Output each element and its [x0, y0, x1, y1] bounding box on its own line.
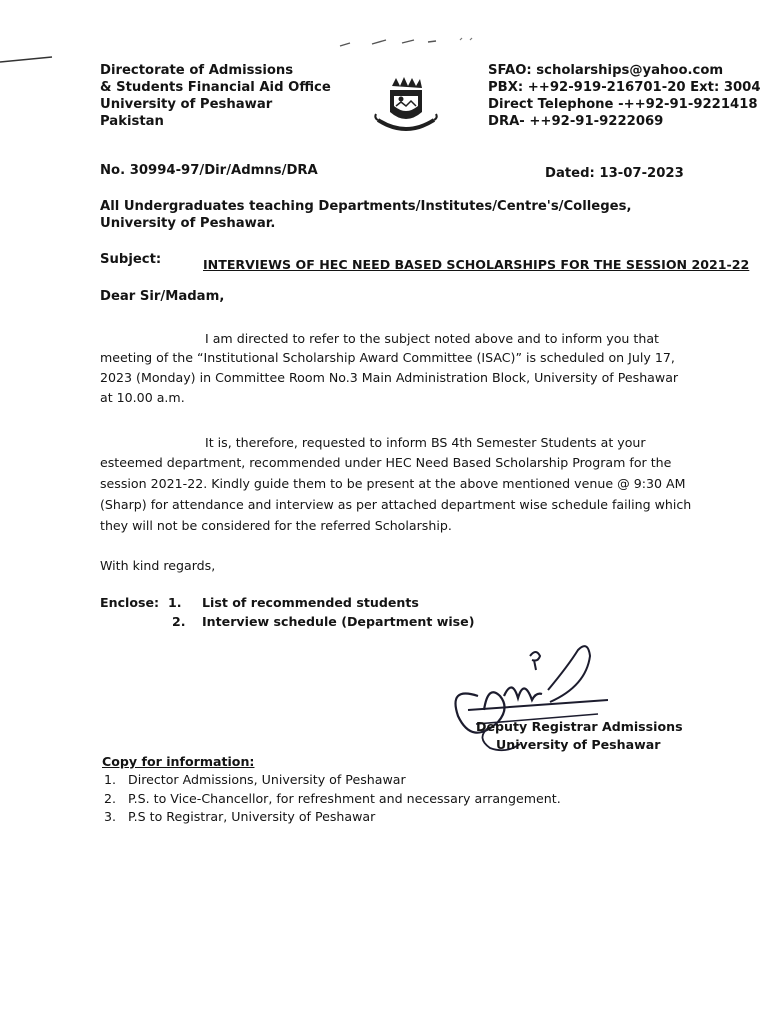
copy-item-1-text: Director Admissions, University of Peshawar — [128, 772, 406, 787]
reference-number: No. 30994-97/Dir/Admns/DRA — [100, 163, 318, 178]
office-line-3: University of Peshawar — [100, 97, 273, 112]
para1-line-4: at 10.00 a.m. — [100, 390, 185, 405]
contact-direct-phone: Direct Telephone -++92-91-9221418 — [488, 97, 758, 112]
contact-email: SFAO: scholarships@yahoo.com — [488, 63, 724, 78]
copy-item-2-number: 2. — [104, 791, 117, 806]
letter-date: Dated: 13-07-2023 — [545, 166, 684, 181]
para1-line-2: meeting of the “Institutional Scholarship Award Committee (ISAC)” is scheduled on July 17, — [100, 350, 675, 365]
enclosure-2-number: 2. — [172, 614, 186, 629]
office-line-1: Directorate of Admissions — [100, 63, 294, 78]
para2-line-2: esteemed department, recommended under HEC Need Based Scholarship Program for the — [100, 455, 672, 470]
university-crest-logo — [370, 76, 442, 140]
salutation: Dear Sir/Madam, — [100, 289, 225, 304]
enclosure-1-number: 1. — [168, 595, 182, 610]
para2-line-4: (Sharp) for attendance and interview as per attached department wise schedule failing which — [100, 497, 692, 512]
contact-dra: DRA- ++92-91-9222069 — [488, 114, 664, 129]
enclosure-1-text: List of recommended students — [202, 595, 419, 610]
office-line-2: & Students Financial Aid Office — [100, 80, 331, 95]
copy-info-heading: Copy for information: — [102, 754, 255, 769]
copy-item-3-text: P.S to Registrar, University of Peshawar — [128, 809, 376, 824]
para2-line-5: they will not be considered for the referred Scholarship. — [100, 518, 452, 533]
copy-item-2-text: P.S. to Vice-Chancellor, for refreshment and necessary arrangement. — [128, 791, 561, 806]
copy-item-1-number: 1. — [104, 772, 117, 787]
signatory-title: Deputy Registrar Admissions — [476, 719, 683, 734]
subject-label: Subject: — [100, 252, 162, 267]
para2-line-3: session 2021-22. Kindly guide them to be present at the above mentioned venue @ 9:30 AM — [100, 476, 686, 491]
signatory-org: University of Peshawar — [496, 737, 661, 752]
enclosure-2-text: Interview schedule (Department wise) — [202, 614, 475, 629]
addressee-line-2: University of Peshawar. — [100, 216, 276, 231]
office-line-4: Pakistan — [100, 114, 164, 129]
addressee-line-1: All Undergraduates teaching Departments/Institutes/Centre's/Colleges, — [100, 199, 632, 214]
para1-line-1: I am directed to refer to the subject noted above and to inform you that — [205, 331, 659, 346]
para2-line-1: It is, therefore, requested to inform BS 4th Semester Students at your — [205, 435, 646, 450]
closing: With kind regards, — [100, 558, 216, 573]
contact-pbx: PBX: ++92-919-216701-20 Ext: 3004 — [488, 80, 761, 95]
subject-text: INTERVIEWS OF HEC NEED BASED SCHOLARSHIPS FOR THE SESSION 2021-22 — [203, 257, 750, 272]
copy-item-3-number: 3. — [104, 809, 117, 824]
enclosure-label: Enclose: — [100, 595, 160, 610]
para1-line-3: 2023 (Monday) in Committee Room No.3 Main Administration Block, University of Peshawar — [100, 370, 679, 385]
